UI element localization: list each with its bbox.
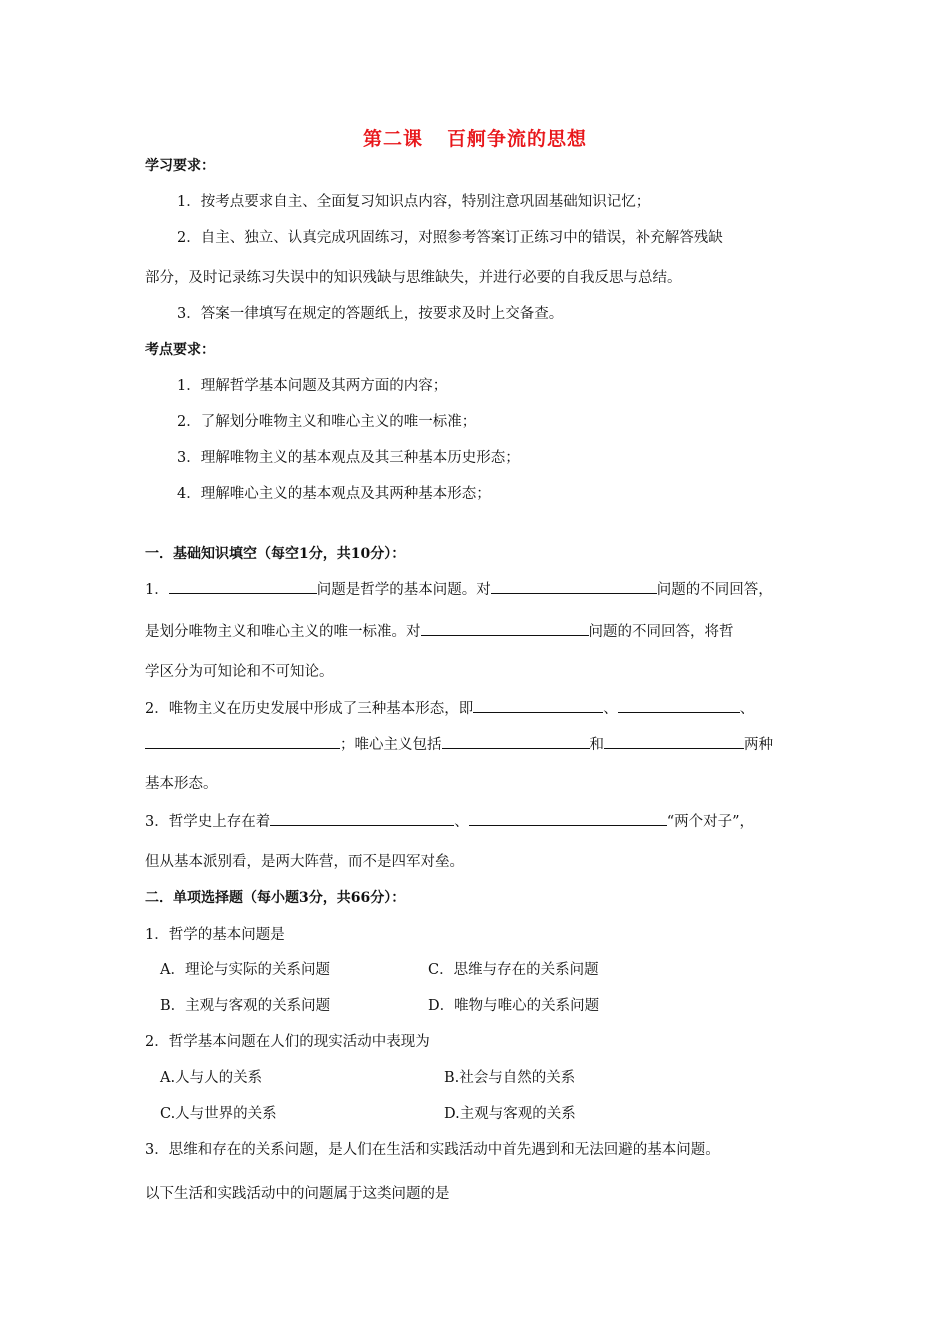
choice-q2-option-d[interactable]: D.主观与客观的关系 bbox=[444, 1106, 576, 1122]
fill-q1-text-e: 问题的不同回答，将哲 bbox=[588, 624, 734, 640]
fill-q2-text-b: 、 bbox=[603, 701, 618, 717]
fill-q1-number: 1． bbox=[145, 582, 169, 598]
fill-q2-line2 bbox=[145, 733, 773, 754]
study-item-3: 3．答案一律填写在规定的答题纸上，按要求及时上交备查。 bbox=[177, 306, 564, 322]
choice-q3-stem-line1: 3．思维和存在的关系问题，是人们在生活和实践活动中首先遇到和无法回避的基本问题。 bbox=[145, 1142, 720, 1158]
fill-q1-line3: 学区分为可知论和不可知论。 bbox=[145, 664, 334, 680]
answer-blank[interactable] bbox=[169, 578, 317, 594]
choice-q3-stem-line2: 以下生活和实践活动中的问题属于这类问题的是 bbox=[145, 1186, 450, 1202]
choice-q2-option-b[interactable]: B.社会与自然的关系 bbox=[444, 1070, 576, 1086]
fill-q3-text-c: “两个对子”， bbox=[666, 814, 755, 830]
answer-blank[interactable] bbox=[473, 697, 603, 713]
fill-q2-text-c: 、 bbox=[739, 701, 755, 717]
choice-q1-option-c[interactable]: C．思维与存在的关系问题 bbox=[428, 962, 599, 978]
fill-q2-line1 bbox=[145, 697, 754, 718]
fill-q3-text-a: 3．哲学史上存在着 bbox=[145, 814, 271, 830]
choice-q1-option-d[interactable]: D．唯物与唯心的关系问题 bbox=[428, 998, 600, 1014]
answer-blank[interactable] bbox=[421, 620, 589, 636]
section2-heading: 二．单项选择题（每小题3分，共66分）： bbox=[145, 890, 406, 906]
answer-blank[interactable] bbox=[618, 697, 740, 713]
choice-q1-option-b[interactable]: B．主观与客观的关系问题 bbox=[160, 998, 331, 1014]
fill-q1-line2 bbox=[145, 620, 734, 641]
fill-q1-text-d: 是划分唯物主义和唯心主义的唯一标准。对 bbox=[145, 624, 421, 640]
fill-q2-text-e: 和 bbox=[589, 737, 604, 753]
fill-q3-line1 bbox=[145, 810, 754, 831]
fill-q2-line3: 基本形态。 bbox=[145, 776, 218, 792]
fill-q3-text-b: 、 bbox=[454, 814, 469, 830]
exam-item-3: 3．理解唯物主义的基本观点及其三种基本历史形态； bbox=[177, 450, 520, 466]
fill-q1-text-c: 问题的不同回答， bbox=[656, 582, 773, 598]
study-requirements-heading: 学习要求： bbox=[145, 158, 215, 174]
answer-blank[interactable] bbox=[270, 810, 454, 826]
fill-q3-line2: 但从基本派别看，是两大阵营，而不是四军对垒。 bbox=[145, 854, 464, 870]
study-item-2: 2．自主、独立、认真完成巩固练习，对照参考答案订正练习中的错误，补充解答残缺 bbox=[177, 230, 723, 246]
answer-blank[interactable] bbox=[442, 733, 590, 749]
study-item-2-cont: 部分，及时记录练习失误中的知识残缺与思维缺失，并进行必要的自我反思与总结。 bbox=[145, 270, 682, 286]
choice-q2-stem: 2．哲学基本问题在人们的现实活动中表现为 bbox=[145, 1034, 430, 1050]
answer-blank[interactable] bbox=[469, 810, 667, 826]
fill-q1-text-b: 问题是哲学的基本问题。对 bbox=[316, 582, 491, 598]
exam-points-heading: 考点要求： bbox=[145, 342, 215, 358]
answer-blank[interactable] bbox=[491, 578, 657, 594]
answer-blank[interactable] bbox=[145, 733, 340, 749]
title-topic: 百舸争流的思想 bbox=[447, 128, 588, 150]
choice-q1-option-a[interactable]: A．理论与实际的关系问题 bbox=[160, 962, 330, 978]
fill-q1-line1 bbox=[145, 578, 773, 599]
fill-q2-text-d: ；唯心主义包括 bbox=[340, 737, 442, 753]
choice-q1-stem: 1．哲学的基本问题是 bbox=[145, 927, 285, 943]
fill-q2-text-a: 2．唯物主义在历史发展中形成了三种基本形态，即 bbox=[145, 701, 474, 717]
study-item-1: 1．按考点要求自主、全面复习知识点内容，特别注意巩固基础知识记忆； bbox=[177, 194, 651, 210]
title-lesson: 第二课 bbox=[362, 128, 423, 150]
exam-item-4: 4．理解唯心主义的基本观点及其两种基本形态； bbox=[177, 486, 491, 502]
choice-q2-option-c[interactable]: C.人与世界的关系 bbox=[160, 1106, 277, 1122]
exam-item-2: 2．了解划分唯物主义和唯心主义的唯一标准； bbox=[177, 414, 477, 430]
page-title bbox=[0, 124, 950, 151]
choice-q2-option-a[interactable]: A.人与人的关系 bbox=[160, 1070, 263, 1086]
exam-item-1: 1．理解哲学基本问题及其两方面的内容； bbox=[177, 378, 448, 394]
section1-heading: 一．基础知识填空（每空1分，共10分）： bbox=[145, 546, 406, 562]
fill-q2-text-f: 两种 bbox=[744, 737, 773, 753]
answer-blank[interactable] bbox=[604, 733, 744, 749]
